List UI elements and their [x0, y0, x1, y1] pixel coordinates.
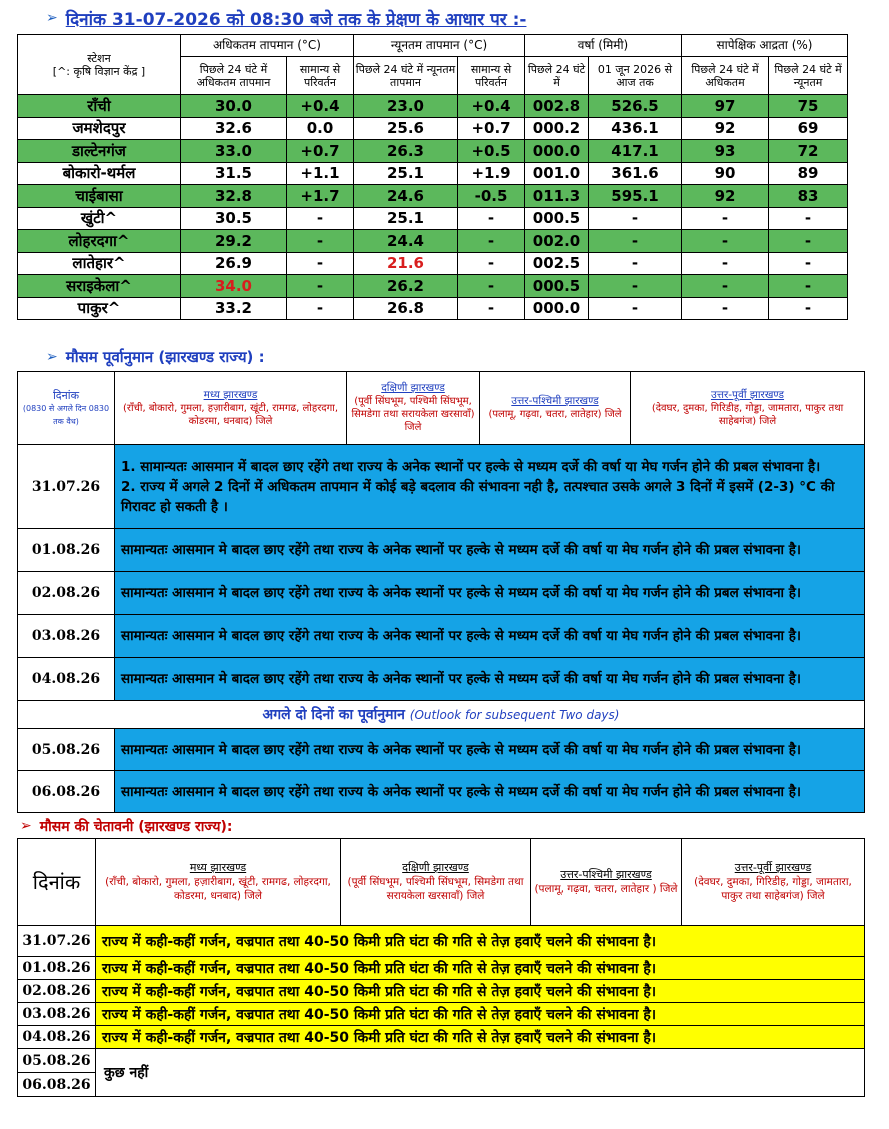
station-value: 002.0	[525, 230, 589, 253]
warning-region-northwest	[531, 839, 682, 926]
warning-heading	[20, 816, 233, 836]
station-value: +0.4	[287, 95, 354, 118]
station-value: 23.0	[354, 95, 458, 118]
warning-row	[18, 980, 865, 1003]
outlook-title-hindi: अगले दो दिनों का पूर्वानुमान	[262, 707, 405, 723]
station-value: 436.1	[589, 117, 682, 140]
warning-text: राज्य में कही-कहीं गर्जन, वज्रपात तथा 40-50 किमी प्रति घंटा की गति से तेज़ हवाएँ चलने की संभावना है।	[96, 980, 865, 1003]
warning-date: 04.08.26	[18, 1026, 96, 1049]
region-name: मध्य झारखण्ड	[189, 861, 247, 874]
station-value: -	[769, 252, 848, 275]
region-districts: (राँची, बोकारो, गुमला, हज़ारीबाग, खूंटी, रामगढ, लोहरदगा, कोडरमा, धनबाद) जिले	[105, 876, 331, 902]
station-value: 97	[682, 95, 769, 118]
rainfall-header: वर्षा (मिमी)	[525, 35, 682, 57]
station-value: -	[589, 252, 682, 275]
forecast-text	[115, 445, 865, 529]
station-row	[18, 230, 848, 253]
station-header	[18, 35, 181, 95]
station-value: 29.2	[181, 230, 287, 253]
warning-date: 01.08.26	[18, 957, 96, 980]
forecast-text: सामान्यतः आसमान मे बादल छाए रहेंगे तथा राज्य के अनेक स्थानों पर हल्के से मध्यम दर्जे की वर्षा या मेघ गर्जन होने की प्रबल संभावना है।	[115, 729, 865, 771]
station-value: 32.8	[181, 185, 287, 208]
station-row	[18, 275, 848, 298]
station-value: 000.0	[525, 140, 589, 163]
station-value: 25.1	[354, 162, 458, 185]
station-value: 595.1	[589, 185, 682, 208]
forecast-date-header	[18, 372, 115, 445]
station-value: 001.0	[525, 162, 589, 185]
station-name: बोकारो-थर्मल	[18, 162, 181, 185]
forecast-text: सामान्यतः आसमान मे बादल छाए रहेंगे तथा राज्य के अनेक स्थानों पर हल्के से मध्यम दर्जे की वर्षा या मेघ गर्जन होने की प्रबल संभावना है।	[115, 572, 865, 615]
station-name: राँची	[18, 95, 181, 118]
warning-text: राज्य में कही-कहीं गर्जन, वज्रपात तथा 40-50 किमी प्रति घंटा की गति से तेज़ हवाएँ चलने की संभावना है।	[96, 957, 865, 980]
forecast-text: सामान्यतः आसमान मे बादल छाए रहेंगे तथा राज्य के अनेक स्थानों पर हल्के से मध्यम दर्जे की वर्षा या मेघ गर्जन होने की प्रबल संभावना है।	[115, 771, 865, 813]
region-districts: (पूर्वी सिंघभूम, पश्चिमी सिंघभूम, सिमडेगा तथा सरायकेला खरसावाँ) जिले	[351, 396, 475, 433]
min-temp-header: न्यूनतम तापमान (°C)	[354, 35, 525, 57]
station-value: 26.3	[354, 140, 458, 163]
station-name: पाकुर^	[18, 297, 181, 320]
station-value: 361.6	[589, 162, 682, 185]
outlook-title-english: (Outlook for subsequent Two days)	[409, 708, 620, 722]
arrow-icon: ➢	[20, 818, 32, 834]
station-value: 31.5	[181, 162, 287, 185]
warning-row	[18, 1049, 865, 1073]
station-name: सराइकेला^	[18, 275, 181, 298]
forecast-date-note: (0830 से अगले दिन 0830 तक वैध)	[22, 403, 110, 426]
station-value: -	[682, 207, 769, 230]
warning-table	[17, 838, 865, 1097]
sub-header: सामान्य से परिवर्तन	[458, 57, 525, 95]
station-value: 34.0	[181, 275, 287, 298]
station-value: 0.0	[287, 117, 354, 140]
station-value: -	[287, 207, 354, 230]
region-districts: (पलामू, गढ़वा, चतरा, लातेहार) जिले	[488, 409, 622, 420]
station-value: +0.4	[458, 95, 525, 118]
region-name: मध्य झारखण्ड	[203, 388, 258, 401]
forecast-date: 01.08.26	[18, 529, 115, 572]
outlook-header	[18, 701, 865, 729]
station-value: -	[287, 252, 354, 275]
station-value: -	[589, 207, 682, 230]
station-row	[18, 297, 848, 320]
station-value: -	[682, 252, 769, 275]
forecast-date: 31.07.26	[18, 445, 115, 529]
station-value: -	[287, 275, 354, 298]
warning-row	[18, 957, 865, 980]
station-value: -	[589, 230, 682, 253]
warning-region-northeast	[682, 839, 865, 926]
max-temp-header: अधिकतम तापमान (°C)	[181, 35, 354, 57]
warning-row	[18, 1026, 865, 1049]
station-value: 33.2	[181, 297, 287, 320]
station-value: -	[769, 230, 848, 253]
station-value: 33.0	[181, 140, 287, 163]
station-header-note: [^: कृषि विज्ञान केंद्र ]	[52, 64, 146, 78]
forecast-text-line: 2. राज्य में अगले 2 दिनों में अधिकतम तापमान में कोई बड़े बदलाव की संभावना नही है, तत्पश्चात उसके अगले 3 दिनों में इसमें (2-3) °C की गिरावट हो सकती है ।	[121, 478, 835, 515]
station-header-label: स्टेशन	[87, 51, 111, 65]
station-value: -	[458, 275, 525, 298]
station-value: +1.1	[287, 162, 354, 185]
forecast-row	[18, 729, 865, 771]
observation-heading-text: दिनांक 31-07-2026 को 08:30 बजे तक के प्रेक्षण के आधार पर :-	[65, 9, 527, 30]
station-name: लोहरदगा^	[18, 230, 181, 253]
region-districts: (राँची, बोकारो, गुमला, हज़ारीबाग, खूंटी, रामगढ, लोहरदगा, कोडरमा, धनबाद) जिले	[122, 402, 339, 427]
station-value: 30.5	[181, 207, 287, 230]
sub-header: पिछले 24 घंटे में न्यूनतम तापमान	[354, 57, 458, 95]
sub-header: पिछले 24 घंटे में अधिकतम तापमान	[181, 57, 287, 95]
station-row	[18, 140, 848, 163]
station-value: 30.0	[181, 95, 287, 118]
forecast-region-south	[347, 372, 480, 445]
station-value: +0.7	[458, 117, 525, 140]
station-value: -	[458, 252, 525, 275]
forecast-heading-text: मौसम पूर्वानुमान (झारखण्ड राज्य) :	[65, 348, 265, 366]
station-value: 92	[682, 185, 769, 208]
forecast-text: सामान्यतः आसमान मे बादल छाए रहेंगे तथा राज्य के अनेक स्थानों पर हल्के से मध्यम दर्जे की वर्षा या मेघ गर्जन होने की प्रबल संभावना है।	[115, 529, 865, 572]
forecast-row	[18, 658, 865, 701]
station-row	[18, 185, 848, 208]
region-name: उत्तर-पूर्वी झारखण्ड	[710, 388, 785, 401]
station-value: -	[458, 207, 525, 230]
forecast-date: 03.08.26	[18, 615, 115, 658]
station-value: -0.5	[458, 185, 525, 208]
forecast-row	[18, 572, 865, 615]
forecast-text-line: 1. सामान्यतः आसमान में बादल छाए रहेंगे तथा राज्य के अनेक स्थानों पर हल्के से मध्यम दर्जे की वर्षा या मेघ गर्जन होने की प्रबल संभावना है।	[121, 458, 821, 475]
warning-date: 05.08.26	[18, 1049, 96, 1073]
region-name: उत्तर-पश्चिमी झारखण्ड	[560, 868, 652, 881]
station-name: जमशेदपुर	[18, 117, 181, 140]
forecast-row	[18, 615, 865, 658]
station-value: 26.9	[181, 252, 287, 275]
station-value: +1.7	[287, 185, 354, 208]
station-value: 69	[769, 117, 848, 140]
forecast-region-northeast	[631, 372, 865, 445]
station-value: -	[458, 230, 525, 253]
sub-header: पिछले 24 घंटे में न्यूनतम	[769, 57, 848, 95]
region-districts: (देवघर, दुमका, गिरिडीह, गोड्डा, जामतारा, पाकुर तथा साहेबगंज) जिले	[651, 402, 844, 427]
forecast-row	[18, 445, 865, 529]
warning-text: राज्य में कही-कहीं गर्जन, वज्रपात तथा 40-50 किमी प्रति घंटा की गति से तेज़ हवाएँ चलने की संभावना है।	[96, 1026, 865, 1049]
station-name: डाल्टेनगंज	[18, 140, 181, 163]
station-value: 526.5	[589, 95, 682, 118]
forecast-date: 02.08.26	[18, 572, 115, 615]
warning-heading-text: मौसम की चेतावनी (झारखण्ड राज्य):	[39, 818, 233, 835]
warning-region-south	[341, 839, 531, 926]
station-value: 24.6	[354, 185, 458, 208]
station-value: -	[769, 275, 848, 298]
station-row	[18, 252, 848, 275]
warning-none-text: कुछ नहीं	[96, 1049, 865, 1097]
station-value: 011.3	[525, 185, 589, 208]
station-value: 89	[769, 162, 848, 185]
humidity-header: सापेक्षिक आद्रता (%)	[682, 35, 848, 57]
forecast-date: 04.08.26	[18, 658, 115, 701]
forecast-date-header-label: दिनांक	[52, 388, 80, 402]
station-value: 26.2	[354, 275, 458, 298]
station-row	[18, 162, 848, 185]
station-value: -	[769, 207, 848, 230]
station-value: -	[589, 297, 682, 320]
station-value: -	[682, 230, 769, 253]
forecast-heading	[46, 346, 265, 368]
station-value: 417.1	[589, 140, 682, 163]
forecast-region-central	[115, 372, 347, 445]
station-value: +0.5	[458, 140, 525, 163]
forecast-row	[18, 529, 865, 572]
forecast-text: सामान्यतः आसमान मे बादल छाए रहेंगे तथा राज्य के अनेक स्थानों पर हल्के से मध्यम दर्जे की वर्षा या मेघ गर्जन होने की प्रबल संभावना है।	[115, 615, 865, 658]
observation-table	[17, 34, 848, 320]
station-value: -	[458, 297, 525, 320]
station-value: 32.6	[181, 117, 287, 140]
station-value: 25.6	[354, 117, 458, 140]
station-value: +1.9	[458, 162, 525, 185]
warning-text: राज्य में कही-कहीं गर्जन, वज्रपात तथा 40-50 किमी प्रति घंटा की गति से तेज़ हवाएँ चलने की संभावना है।	[96, 1003, 865, 1026]
forecast-date: 05.08.26	[18, 729, 115, 771]
station-value: 002.5	[525, 252, 589, 275]
warning-date: 02.08.26	[18, 980, 96, 1003]
region-districts: (देवघर, दुमका, गिरिडीह, गोड्डा, जामतारा, पाकुर तथा साहेबगंज) जिले	[694, 876, 852, 902]
station-value: 90	[682, 162, 769, 185]
station-name: लातेहार^	[18, 252, 181, 275]
station-value: 000.2	[525, 117, 589, 140]
station-value: 26.8	[354, 297, 458, 320]
arrow-icon: ➢	[46, 349, 58, 365]
station-value: 83	[769, 185, 848, 208]
arrow-icon: ➢	[46, 10, 58, 26]
sub-header: 01 जून 2026 से आज तक	[589, 57, 682, 95]
station-name: चाईबासा	[18, 185, 181, 208]
sub-header: सामान्य से परिवर्तन	[287, 57, 354, 95]
warning-date: 31.07.26	[18, 926, 96, 957]
station-value: -	[287, 297, 354, 320]
station-value: -	[769, 297, 848, 320]
region-name: उत्तर-पूर्वी झारखण्ड	[734, 861, 812, 874]
station-row	[18, 207, 848, 230]
station-name: खुंटी^	[18, 207, 181, 230]
region-districts: (पूर्वी सिंघभूम, पश्चिमी सिंघभूम, सिमडेगा तथा सरायकेला खरसावाँ) जिले	[347, 876, 524, 902]
region-name: दक्षिणी झारखण्ड	[402, 861, 469, 874]
station-value: -	[589, 275, 682, 298]
warning-text: राज्य में कही-कहीं गर्जन, वज्रपात तथा 40-50 किमी प्रति घंटा की गति से तेज़ हवाएँ चलने की संभावना है।	[96, 926, 865, 957]
sub-header: पिछले 24 घंटे में	[525, 57, 589, 95]
forecast-table	[17, 371, 865, 813]
station-value: 93	[682, 140, 769, 163]
forecast-text: सामान्यतः आसमान मे बादल छाए रहेंगे तथा राज्य के अनेक स्थानों पर हल्के से मध्यम दर्जे की वर्षा या मेघ गर्जन होने की प्रबल संभावना है।	[115, 658, 865, 701]
station-value: 002.8	[525, 95, 589, 118]
station-value: +0.7	[287, 140, 354, 163]
forecast-row	[18, 771, 865, 813]
region-districts: (पलामू, गढ़वा, चतरा, लातेहार ) जिले	[534, 883, 678, 895]
station-value: 000.5	[525, 275, 589, 298]
station-value: 24.4	[354, 230, 458, 253]
station-value: 72	[769, 140, 848, 163]
station-value: 92	[682, 117, 769, 140]
station-row	[18, 95, 848, 118]
station-value: -	[682, 275, 769, 298]
region-name: उत्तर-पश्चिमी झारखण्ड	[511, 395, 599, 407]
region-name: दक्षिणी झारखण्ड	[381, 382, 445, 394]
outlook-header-row	[18, 701, 865, 729]
station-value: -	[682, 297, 769, 320]
warning-row	[18, 1003, 865, 1026]
forecast-region-northwest	[480, 372, 631, 445]
warning-date-header: दिनांक	[18, 839, 96, 926]
forecast-date: 06.08.26	[18, 771, 115, 813]
sub-header: पिछले 24 घंटे में अधिकतम	[682, 57, 769, 95]
station-value: 000.0	[525, 297, 589, 320]
station-value: 75	[769, 95, 848, 118]
station-value: 25.1	[354, 207, 458, 230]
station-row	[18, 117, 848, 140]
station-value: 21.6	[354, 252, 458, 275]
warning-row	[18, 926, 865, 957]
observation-heading	[46, 6, 526, 30]
station-value: 000.5	[525, 207, 589, 230]
warning-date: 03.08.26	[18, 1003, 96, 1026]
station-value: -	[287, 230, 354, 253]
warning-region-central	[96, 839, 341, 926]
warning-date: 06.08.26	[18, 1073, 96, 1097]
